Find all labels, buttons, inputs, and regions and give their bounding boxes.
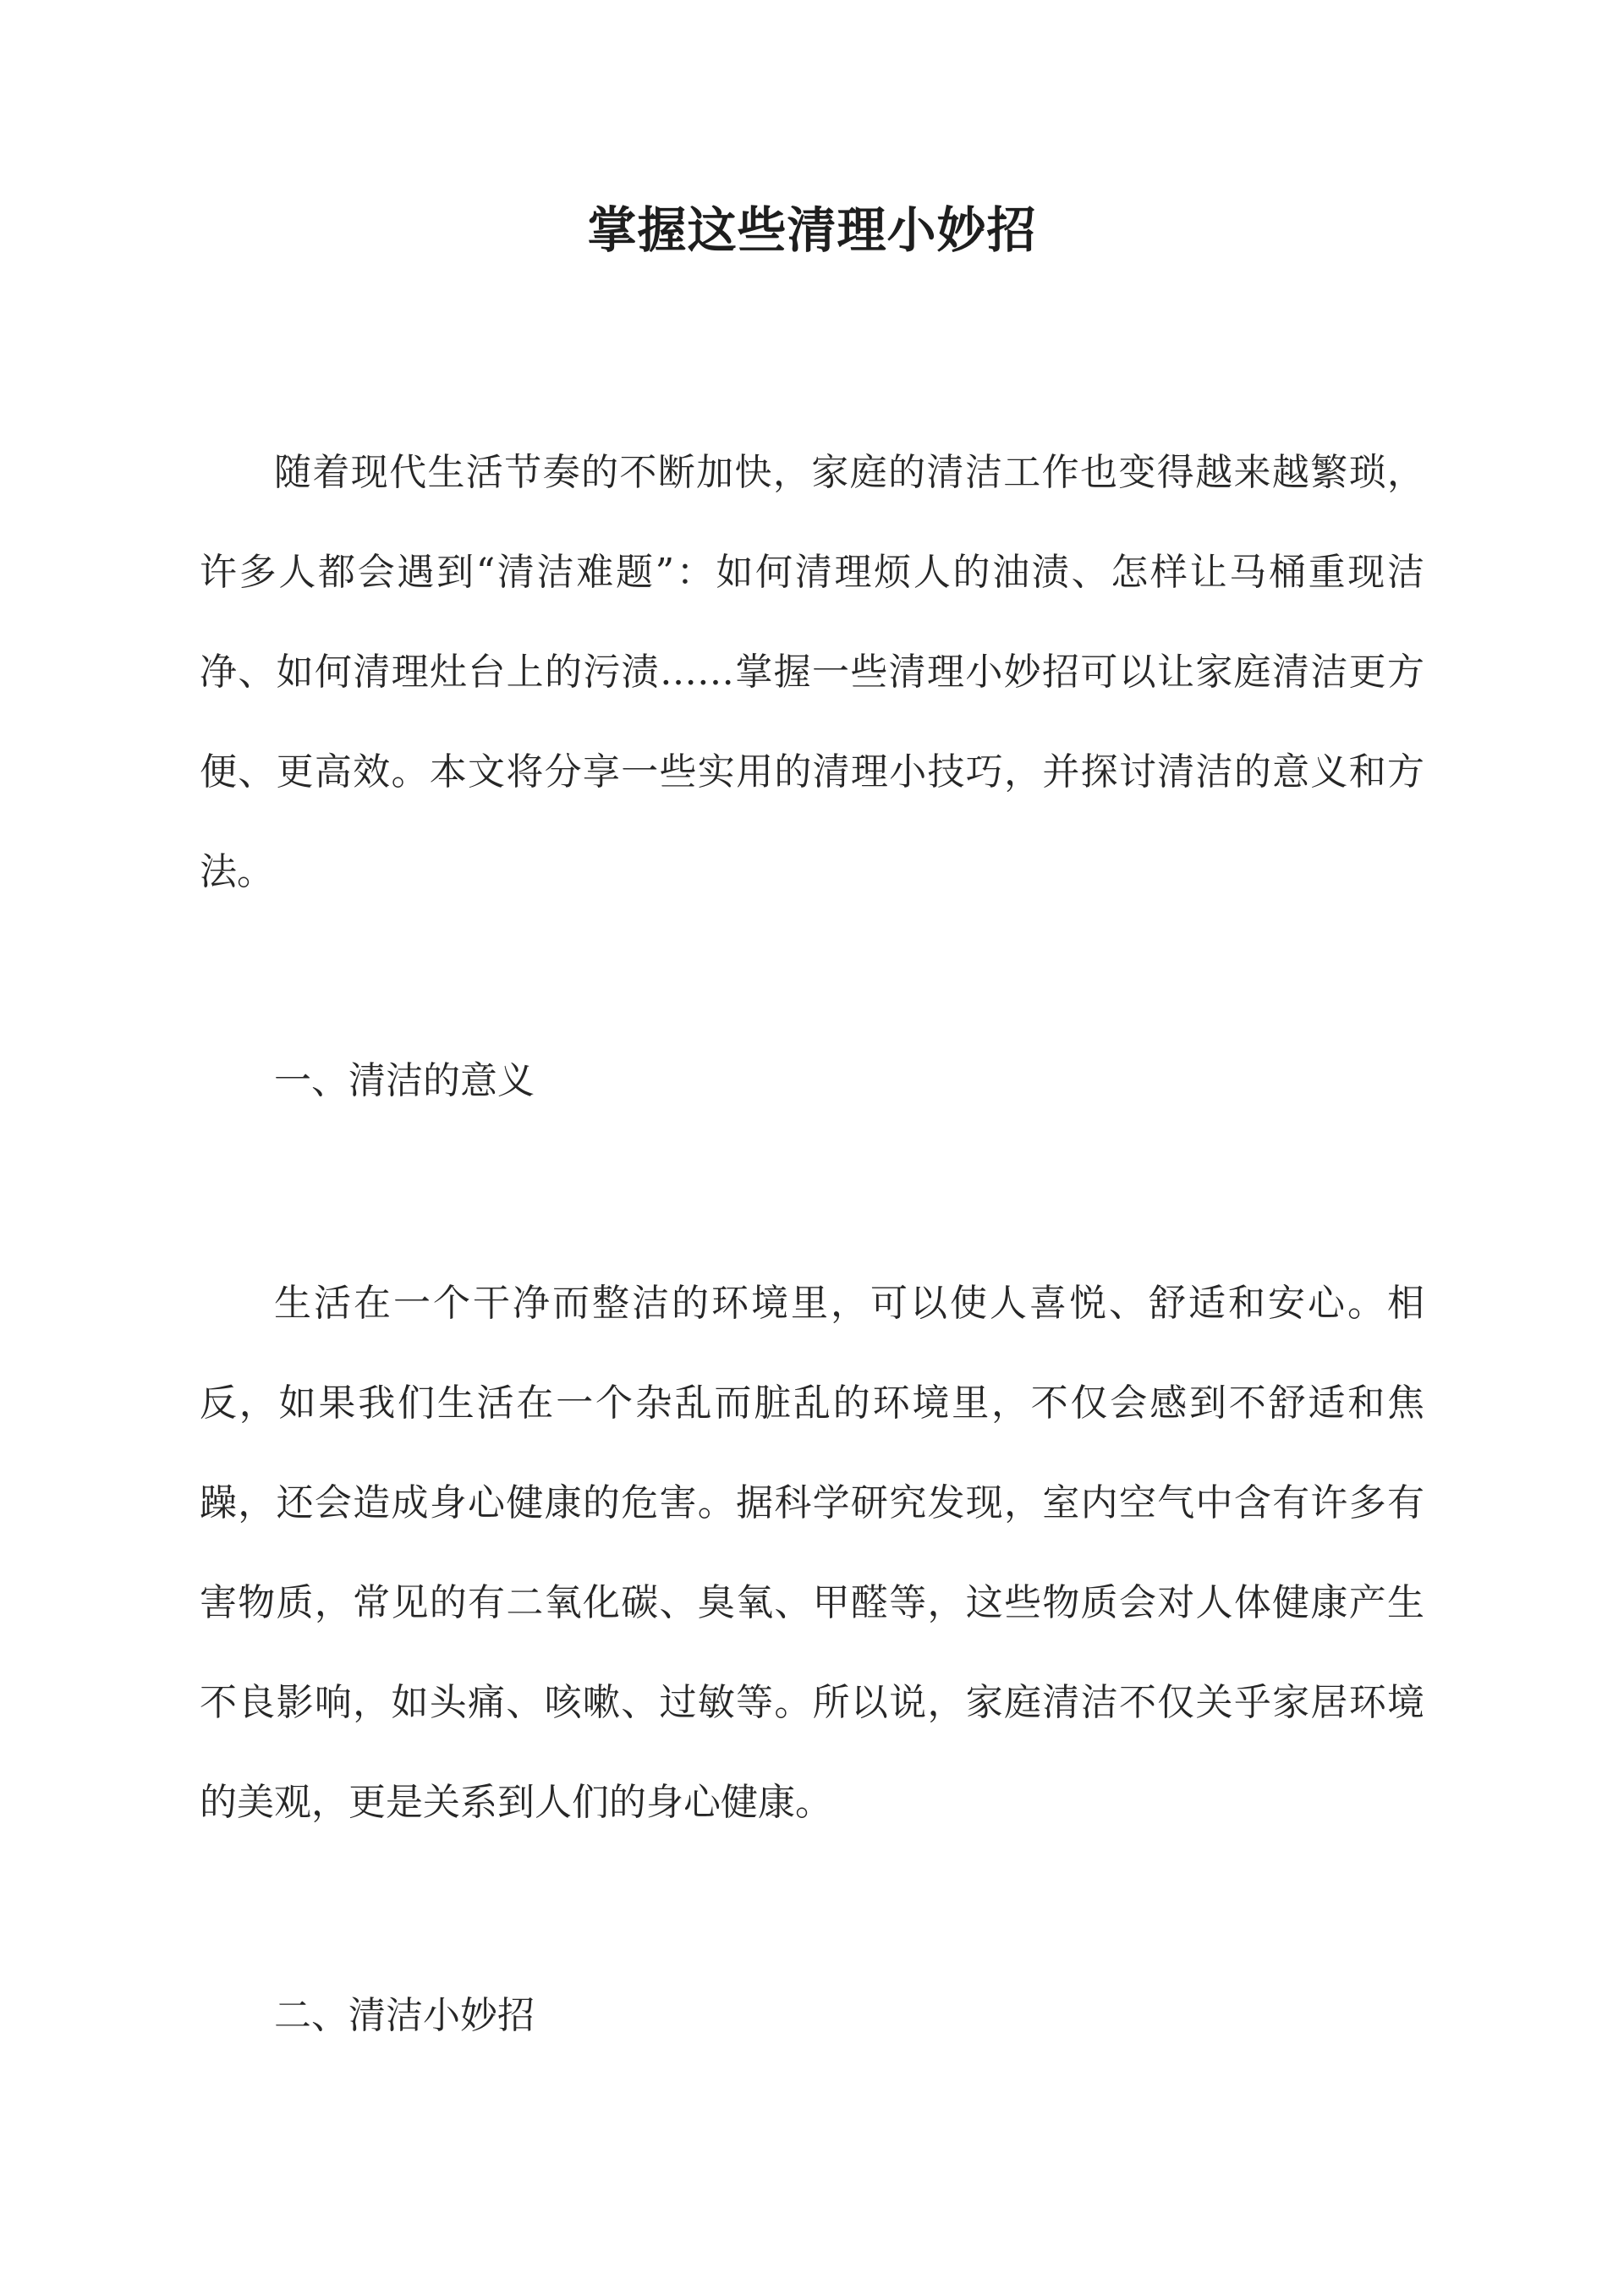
section-body-meaning: 生活在一个干净而整洁的环境里，可以使人喜悦、舒适和安心。相反，如果我们生活在一个杂乱而脏乱的环境里，不仅会感到不舒适和焦躁，还会造成身心健康的危害。据科学研究发现，室内空气中含有许多有害物质，常见的有二氧化碳、臭氧、甲醛等，这些物质会对人体健康产生不良影响，如头痛、咳嗽、过敏等。所以说，家庭清洁不仅关乎家居环境的美观，更是关系到人们的身心健康。	[200, 1282, 1424, 1824]
section-heading-tips: 二、清洁小妙招	[274, 1994, 535, 2037]
section-heading-block-1	[200, 1031, 1424, 1131]
intro-paragraph-block	[200, 423, 1424, 922]
section-heading-meaning: 一、清洁的意义	[274, 1059, 535, 1102]
section-heading-block-2	[200, 1966, 1424, 2066]
intro-paragraph: 随着现代生活节奏的不断加快，家庭的清洁工作也变得越来越繁琐，许多人都会遇到“清洁难题”：如何清理烦人的油渍、怎样让马桶重现洁净、如何清理灶台上的污渍……掌握一些清理小妙招可以让家庭清洁更方便、更高效。本文将分享一些实用的清理小技巧，并探讨清洁的意义和方法。	[200, 451, 1424, 893]
section-body-block-1	[200, 1254, 1424, 1853]
document-title: 掌握这些清理小妙招	[587, 201, 1037, 259]
